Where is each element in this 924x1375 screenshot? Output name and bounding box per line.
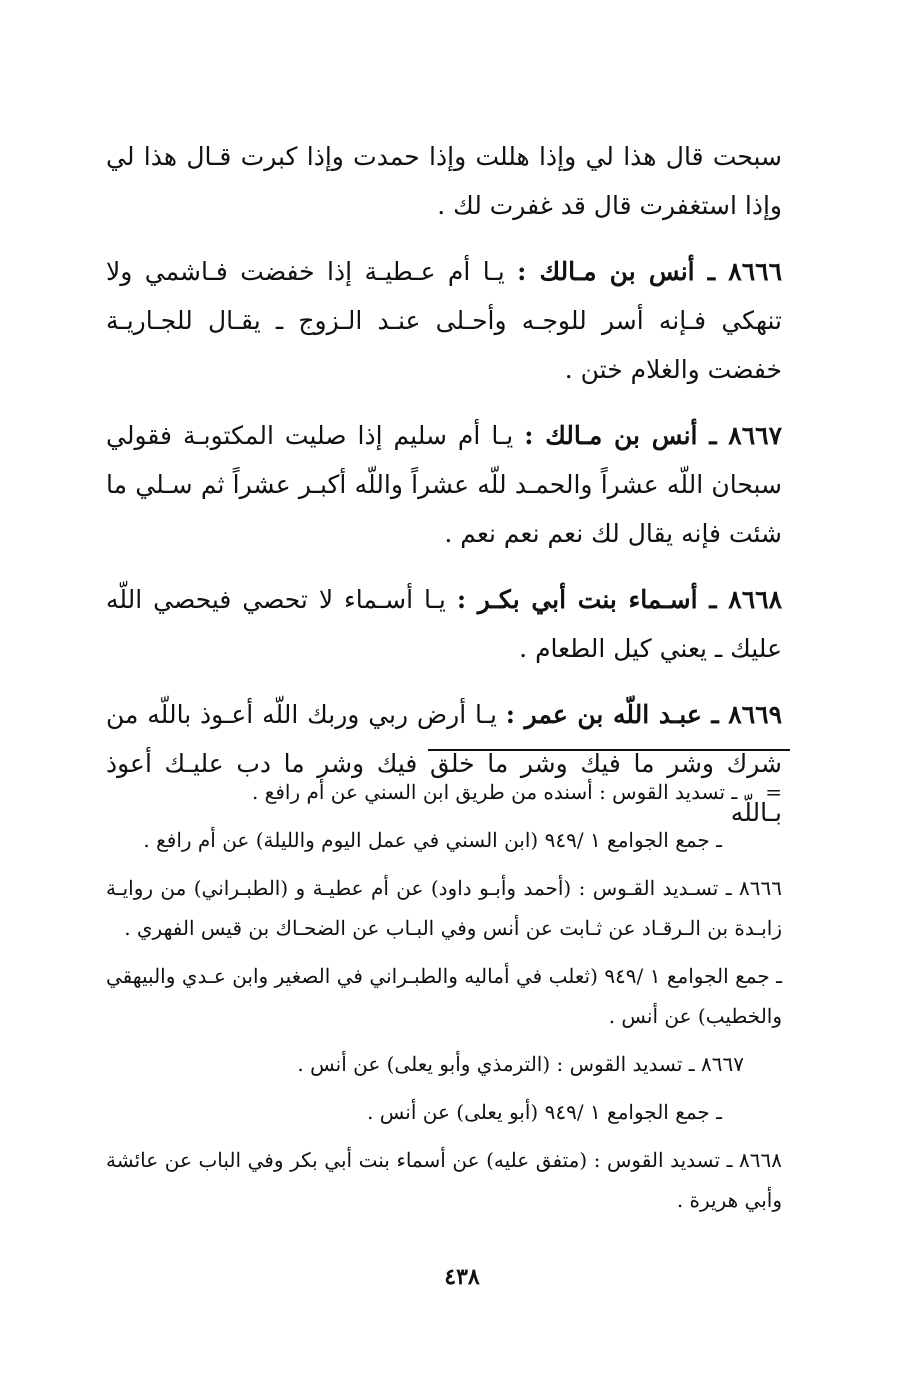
hadith-8666 bbox=[106, 247, 782, 394]
footnote-line bbox=[106, 772, 782, 812]
main-text bbox=[106, 132, 782, 854]
footnote-separator bbox=[428, 749, 790, 751]
footnote-line: ـ جمع الجوامع ١ /٩٤٩ (ثعلب في أماليه والطبـراني في الصغير وابن عـدي والبيهقي والخطيب) عن أنس . bbox=[106, 964, 782, 1028]
hadith-8667-text: يـا أم سليم إذا صليت المكتوبـة فقولي سبحان اللّه عشراً والحمـد للّه عشراً واللّه أكبـر عشراً ثم سـلي ما شئت فإنه يقال لك نعم نعم نعم . bbox=[106, 421, 782, 548]
hadith-8666-text: يـا أم عـطيـة إذا خفضت فـاشمي ولا تنهكي فـإنه أسر للوجـه وأحـلى عنـد الـزوج ـ يقـال للجـاريـة خفضت والغلام ختن . bbox=[106, 257, 782, 384]
footnote-line: ـ جمع الجوامع ١ /٩٤٩ (أبو يعلى) عن أنس . bbox=[367, 1100, 722, 1124]
footnote-line: ـ جمع الجوامع ١ /٩٤٩ (ابن السني في عمل اليوم والليلة) عن أم رافع . bbox=[143, 828, 722, 852]
page-number: ٤٣٨ bbox=[444, 1264, 480, 1290]
footnotes bbox=[106, 772, 782, 1228]
hadith-8667-heading: ٨٦٦٧ ـ أنس بن مـالك : bbox=[524, 421, 783, 450]
paragraph-continuation: سبحت قال هذا لي وإذا هللت وإذا حمدت وإذا كبرت قـال هذا لي وإذا استغفرت قال قد غفرت لك . bbox=[106, 142, 782, 220]
hadith-8668-text: يـا أسـماء لا تحصي فيحصي اللّه عليك ـ يعني كيل الطعام . bbox=[106, 585, 782, 663]
footnote-8666: ٨٦٦٦ ـ تسـديد القـوس : (أحمد وأبـو داود) عن أم عطيـة و (الطبـراني) من روايـة زابـدة بن الـرقـاد عن ثـابت عن أنس وفي البـاب عن الضحـاك بن قيس الفهري . bbox=[106, 876, 782, 940]
footnote-8668: ٨٦٦٨ ـ تسديد القوس : (متفق عليه) عن أسماء بنت أبي بكر وفي الباب عن عائشة وأبي هريرة . bbox=[106, 1148, 782, 1212]
hadith-8669-text: يـا أرض ربي وربك اللّه أعـوذ باللّه من شرك وشر ما فيك وشر ما خلق فيك وشر ما دب عليـك أعوذ بـاللّه bbox=[106, 700, 782, 827]
continuation-mark: = bbox=[765, 780, 782, 804]
footnote-8667: ٨٦٦٧ ـ تسديد القوس : (الترمذي وأبو يعلى) عن أنس . bbox=[297, 1052, 744, 1076]
footnote-text: ـ تسديد القوس : أسنده من طريق ابن السني عن أم رافع . bbox=[251, 780, 738, 804]
hadith-8666-heading: ٨٦٦٦ ـ أنس بن مـالك : bbox=[517, 257, 782, 286]
hadith-8667 bbox=[106, 411, 782, 558]
hadith-8668 bbox=[106, 575, 782, 673]
hadith-8668-heading: ٨٦٦٨ ـ أسـماء بنت أبي بكـر : bbox=[456, 585, 782, 614]
hadith-8669-heading: ٨٦٦٩ ـ عبـد اللّه بن عمر : bbox=[505, 700, 783, 729]
